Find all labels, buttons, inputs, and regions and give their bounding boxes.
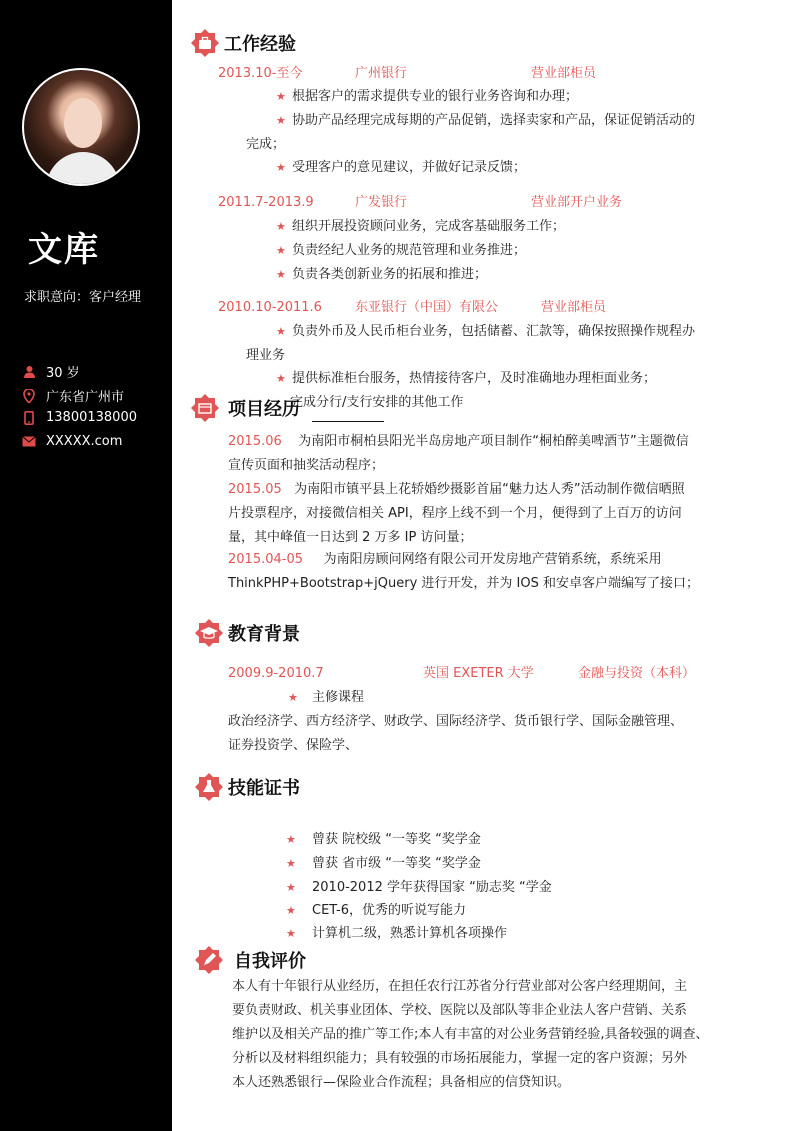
job-objective: 求职意向：客户经理 bbox=[24, 290, 142, 305]
list-item: ★ 计算机二级，熟悉计算机各项操作 bbox=[286, 924, 507, 944]
star-bullet-icon: ★ bbox=[276, 161, 286, 174]
section-work-title bbox=[190, 28, 296, 58]
phone-text: 13800138000 bbox=[46, 410, 137, 425]
list-item: 完成分行/支行安排的其他工作 bbox=[290, 395, 464, 410]
list-item: ★ 2010-2012 学年获得国家 “励志奖 “学金 bbox=[286, 878, 552, 898]
education-major: 金融与投资（本科） bbox=[578, 666, 696, 681]
work-2-company: 广发银行 bbox=[355, 195, 408, 210]
star-bullet-icon: ★ bbox=[276, 372, 286, 385]
star-bullet-icon: ★ bbox=[286, 857, 296, 870]
list-item: ★ 曾获 院校级 “一等奖 “奖学金 bbox=[286, 830, 481, 850]
project-2: 2015.05 为南阳市镇平县上花轿婚纱摄影首届“魅力达人秀”活动制作微信晒照 片投票程序，对接微信相关 API，程序上线不到一个月，便得到了上百万的访问 量，其中峰值一日达到 2 万多 IP 访问量； bbox=[228, 482, 685, 545]
project-3: 2015.04-05 为南阳房顾问网络有限公司开发房地产营销系统，系统采用 ThinkPHP+Bootstrap+jQuery 进行开发，并为 IOS 和安卓客户端编写了接口； bbox=[228, 552, 699, 591]
phone-icon bbox=[22, 411, 36, 425]
star-bullet-icon: ★ bbox=[288, 691, 298, 704]
course-list-line-2: 证券投资学、保险学、 bbox=[228, 738, 359, 753]
star-bullet-icon: ★ bbox=[276, 268, 286, 281]
section-self-label: 自我评价 bbox=[234, 951, 306, 972]
project-1-date: 2015.06 bbox=[228, 434, 282, 449]
location-row bbox=[22, 386, 167, 405]
email-row bbox=[22, 434, 167, 449]
section-skills-title bbox=[194, 772, 300, 802]
work-3-company: 东亚银行（中国）有限公 bbox=[355, 300, 499, 315]
star-bullet-icon: ★ bbox=[276, 220, 286, 233]
work-2-position: 营业部开户业务 bbox=[531, 195, 623, 210]
candidate-name: 文库 bbox=[28, 230, 100, 270]
age-row bbox=[22, 362, 167, 381]
flask-icon bbox=[194, 772, 224, 802]
list-item: ★ 曾获 省市级 “一等奖 “奖学金 bbox=[286, 854, 481, 874]
star-bullet-icon: ★ bbox=[286, 833, 296, 846]
work-2-date: 2011.7-2013.9 bbox=[218, 195, 314, 210]
section-education-title bbox=[194, 618, 300, 648]
section-projects-title bbox=[190, 393, 300, 423]
list-item: ★ 负责外币及人民币柜台业务，包括储蓄、汇款等，确保按照操作规程办 bbox=[276, 322, 695, 342]
avatar bbox=[22, 68, 140, 186]
work-1-date: 2013.10-至今 bbox=[218, 66, 303, 81]
phone-row bbox=[22, 410, 167, 425]
list-item-continued: 完成； bbox=[246, 137, 286, 152]
section-education-label: 教育背景 bbox=[228, 624, 300, 645]
project-1: 2015.06 为南阳市桐柏县阳光半岛房地产项目制作“桐柏醉美啤酒节”主题微信 宣传页面和抽奖活动程序； bbox=[228, 434, 689, 473]
section-skills-label: 技能证书 bbox=[228, 778, 300, 799]
course-title: ★ 主修课程 bbox=[288, 688, 364, 708]
self-evaluation-text: 本人有十年银行从业经历，在担任农行江苏省分行营业部对公客户经理期间，主 要负责财政、机关事业团体、学校、医院以及部队等非企业法人客户营销、关系 维护以及相关产品的推广等工作;本人有丰富的对公业务营销经验,具备较强的调查、 分析以及材料组织能力；具有较强的市场拓展能力，掌握一定的客户资源；另外 本人还熟悉银行—保险业合作流程；具备相应的信贷知识。 bbox=[232, 979, 709, 1090]
list-item: ★ 组织开展投资顾问业务，完成客基础服务工作； bbox=[276, 217, 565, 237]
list-item: ★ 协助产品经理完成每期的产品促销，选择卖家和产品，保证促销活动的 bbox=[276, 111, 695, 131]
list-item-continued: 理业务 bbox=[246, 348, 286, 363]
education-school: 英国 EXETER 大学 bbox=[423, 666, 534, 681]
education-date: 2009.9-2010.7 bbox=[228, 666, 324, 681]
star-bullet-icon: ★ bbox=[276, 114, 286, 127]
list-item: ★ 受理客户的意见建议，并做好记录反馈； bbox=[276, 158, 526, 178]
work-3-date: 2010.10-2011.6 bbox=[218, 300, 322, 315]
star-bullet-icon: ★ bbox=[276, 244, 286, 257]
age-text: 30 岁 bbox=[46, 366, 80, 381]
star-bullet-icon: ★ bbox=[276, 90, 286, 103]
person-icon bbox=[22, 365, 36, 379]
envelope-icon bbox=[22, 435, 36, 449]
email-text: XXXXX.com bbox=[46, 434, 123, 449]
briefcase-icon bbox=[190, 28, 220, 58]
project-3-date: 2015.04-05 bbox=[228, 552, 303, 567]
list-item: ★ 负责经纪人业务的规范管理和业务推进； bbox=[276, 241, 526, 261]
section-projects-underline bbox=[312, 421, 384, 422]
work-1-position: 营业部柜员 bbox=[531, 66, 597, 81]
star-bullet-icon: ★ bbox=[286, 881, 296, 894]
work-1-company: 广州银行 bbox=[355, 66, 408, 81]
list-item: ★ 根据客户的需求提供专业的银行业务咨询和办理； bbox=[276, 87, 578, 107]
project-2-date: 2015.05 bbox=[228, 482, 282, 497]
star-bullet-icon: ★ bbox=[286, 927, 296, 940]
star-bullet-icon: ★ bbox=[286, 904, 296, 917]
section-projects-label: 项目经历 bbox=[228, 399, 300, 420]
folder-icon bbox=[190, 393, 220, 423]
list-item: ★ 负责各类创新业务的拓展和推进； bbox=[276, 265, 487, 285]
list-item: ★ 提供标准柜台服务，热情接待客户，及时准确地办理柜面业务； bbox=[276, 369, 656, 389]
list-item: ★ CET-6，优秀的听说写能力 bbox=[286, 901, 466, 921]
section-self-title bbox=[194, 945, 306, 975]
sidebar bbox=[0, 0, 172, 1131]
work-3-position: 营业部柜员 bbox=[541, 300, 607, 315]
course-list-line-1: 政治经济学、西方经济学、财政学、国际经济学、货币银行学、国际金融管理、 bbox=[228, 714, 684, 729]
graduation-cap-icon bbox=[194, 618, 224, 648]
pencil-icon bbox=[194, 945, 224, 975]
location-text: 广东省广州市 bbox=[46, 390, 125, 405]
star-bullet-icon: ★ bbox=[276, 325, 286, 338]
location-pin-icon bbox=[22, 389, 36, 403]
section-work-label: 工作经验 bbox=[224, 34, 296, 55]
